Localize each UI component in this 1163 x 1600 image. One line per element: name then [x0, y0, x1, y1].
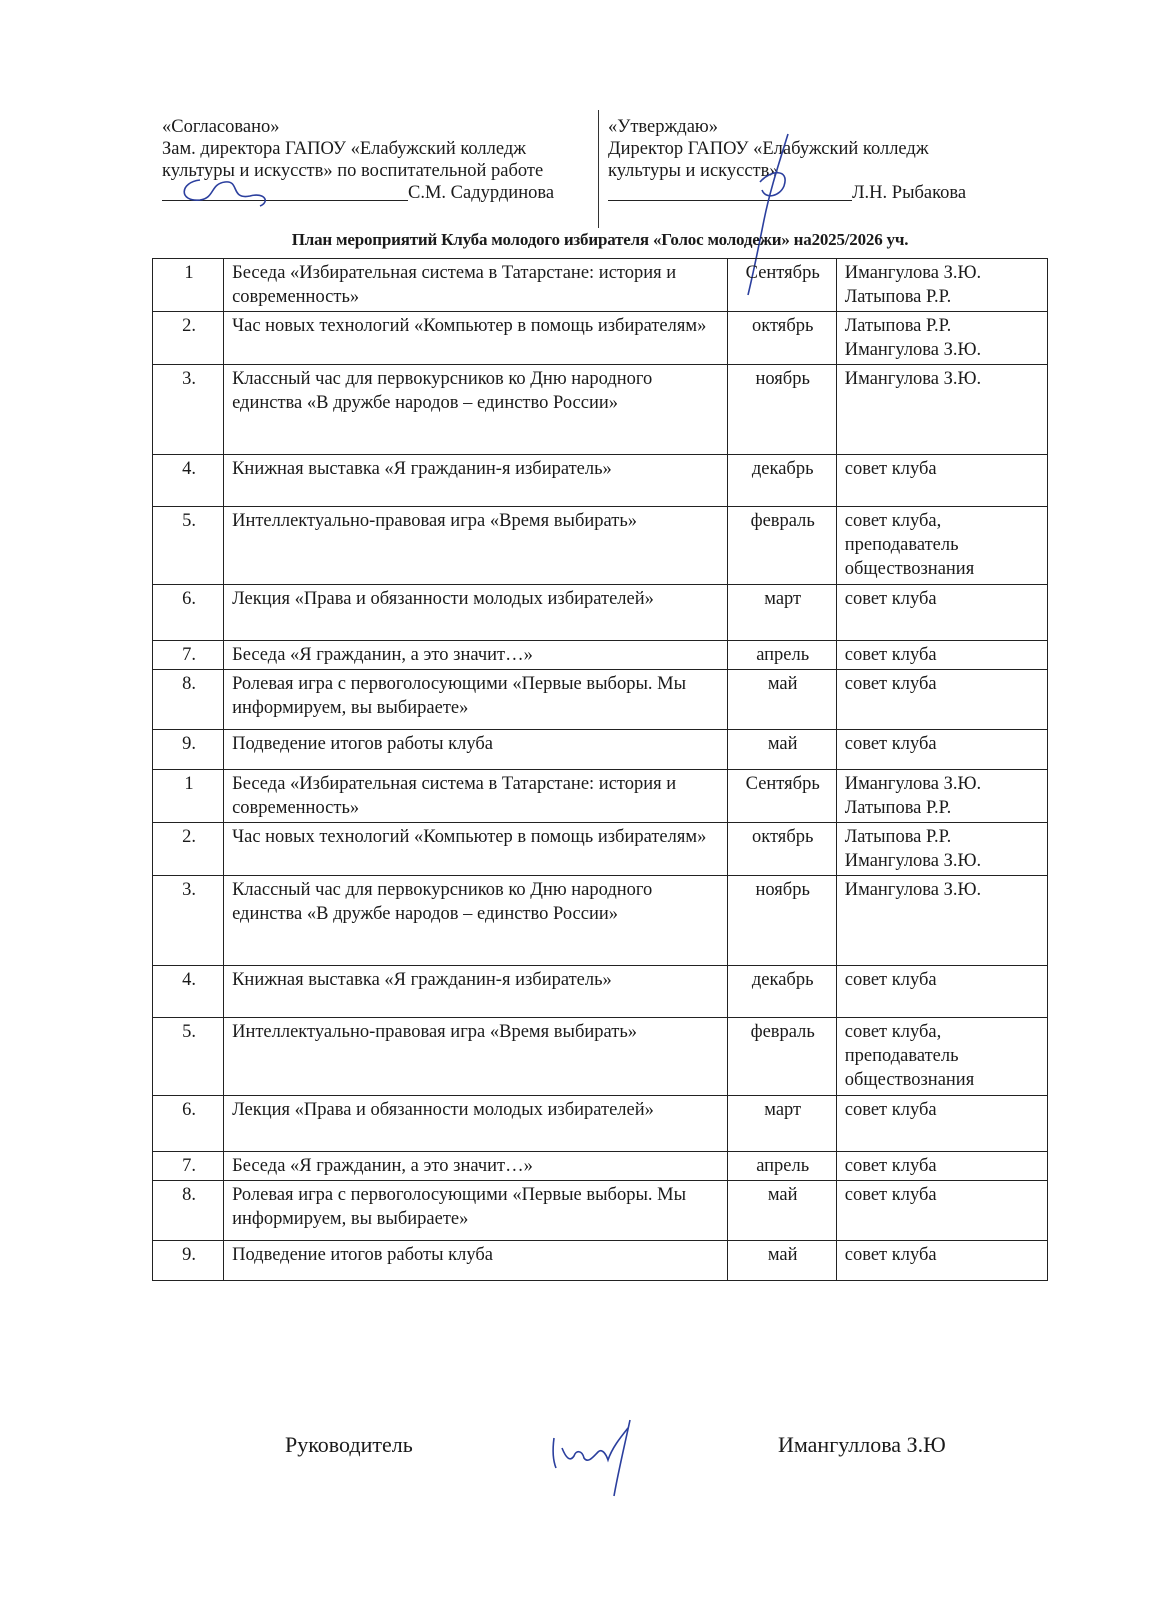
table-row: [153, 585, 1048, 641]
table-row: [153, 730, 1048, 770]
row-number: 8.: [153, 670, 224, 730]
event-month: март: [727, 1096, 836, 1152]
event-responsible: совет клуба: [836, 730, 1047, 770]
table-row: [153, 455, 1048, 507]
event-responsible: совет клуба: [836, 1152, 1047, 1181]
event-name: Беседа «Избирательная система в Татарстане: история и современность»: [224, 770, 728, 823]
event-responsible: совет клуба, преподаватель обществознания: [836, 507, 1047, 585]
row-number: 7.: [153, 641, 224, 670]
event-responsible: совет клуба: [836, 585, 1047, 641]
approval-position-line: Директор ГАПОУ «Елабужский колледж: [608, 139, 929, 159]
row-number: 5.: [153, 1018, 224, 1096]
row-number: 4.: [153, 455, 224, 507]
event-month: апрель: [727, 1152, 836, 1181]
event-month: октябрь: [727, 312, 836, 365]
footer-signatory-name: Имангуллова З.Ю: [778, 1432, 946, 1457]
event-responsible: Имангулова З.Ю.: [836, 365, 1047, 455]
table-row: [153, 312, 1048, 365]
signature-row: [162, 182, 594, 204]
event-name: Беседа «Я гражданин, а это значит…»: [224, 1152, 728, 1181]
event-month: март: [727, 585, 836, 641]
approval-divider: [598, 110, 599, 228]
event-responsible: совет клуба: [836, 1096, 1047, 1152]
event-name: Классный час для первокурсников ко Дню народного единства «В дружбе народов – единство России»: [224, 365, 728, 455]
event-month: ноябрь: [727, 365, 836, 455]
event-name: Ролевая игра с первоголосующими «Первые выборы. Мы информируем, вы выбираете»: [224, 1181, 728, 1241]
event-responsible: совет клуба, преподаватель обществознания: [836, 1018, 1047, 1096]
event-month: Сентябрь: [727, 770, 836, 823]
approval-position-line: Зам. директора ГАПОУ «Елабужский колледж: [162, 139, 527, 159]
event-name: Беседа «Избирательная система в Татарстане: история и современность»: [224, 259, 728, 312]
signature-line: [162, 182, 408, 201]
event-responsible: совет клуба: [836, 1241, 1047, 1281]
event-month: декабрь: [727, 966, 836, 1018]
event-month: май: [727, 1241, 836, 1281]
event-name: Книжная выставка «Я гражданин-я избиратель»: [224, 966, 728, 1018]
event-name: Лекция «Права и обязанности молодых избирателей»: [224, 1096, 728, 1152]
table-row: [153, 641, 1048, 670]
event-name: Час новых технологий «Компьютер в помощь избирателям»: [224, 312, 728, 365]
row-number: 5.: [153, 507, 224, 585]
event-responsible: Имангулова З.Ю. Латыпова Р.Р.: [836, 770, 1047, 823]
event-name: Час новых технологий «Компьютер в помощь избирателям»: [224, 823, 728, 876]
signature-line: [608, 182, 852, 201]
approval-position-line: культуры и искусств» по воспитательной работе: [162, 161, 544, 181]
event-responsible: совет клуба: [836, 670, 1047, 730]
event-responsible: Латыпова Р.Р. Имангулова З.Ю.: [836, 312, 1047, 365]
event-responsible: совет клуба: [836, 641, 1047, 670]
approval-block-agreed: [162, 116, 594, 204]
table-row: [153, 1018, 1048, 1096]
event-month: май: [727, 670, 836, 730]
table-row: [153, 823, 1048, 876]
event-responsible: совет клуба: [836, 455, 1047, 507]
footer-role: Руководитель: [285, 1432, 413, 1457]
events-table-body: [153, 259, 1048, 1281]
event-month: октябрь: [727, 823, 836, 876]
handwritten-signature-icon: [548, 1418, 648, 1498]
event-name: Классный час для первокурсников ко Дню народного единства «В дружбе народов – единство России»: [224, 876, 728, 966]
event-month: февраль: [727, 1018, 836, 1096]
event-name: Лекция «Права и обязанности молодых избирателей»: [224, 585, 728, 641]
event-responsible: Латыпова Р.Р. Имангулова З.Ю.: [836, 823, 1047, 876]
row-number: 2.: [153, 823, 224, 876]
table-row: [153, 1096, 1048, 1152]
row-number: 9.: [153, 1241, 224, 1281]
row-number: 3.: [153, 365, 224, 455]
event-month: май: [727, 730, 836, 770]
event-name: Интеллектуально-правовая игра «Время выбирать»: [224, 1018, 728, 1096]
signature-row: [608, 182, 998, 204]
table-row: [153, 876, 1048, 966]
table-row: [153, 1181, 1048, 1241]
event-name: Беседа «Я гражданин, а это значит…»: [224, 641, 728, 670]
row-number: 4.: [153, 966, 224, 1018]
event-name: Подведение итогов работы клуба: [224, 1241, 728, 1281]
table-row: [153, 670, 1048, 730]
row-number: 6.: [153, 1096, 224, 1152]
event-month: ноябрь: [727, 876, 836, 966]
approval-block-approved: [608, 116, 998, 204]
row-number: 1: [153, 770, 224, 823]
event-month: декабрь: [727, 455, 836, 507]
page-title: План мероприятий Клуба молодого избирателя «Голос молодежи» на2025/2026 уч.: [291, 230, 909, 249]
signatory-name: С.М. Садурдинова: [408, 183, 555, 203]
event-responsible: совет клуба: [836, 966, 1047, 1018]
row-number: 1: [153, 259, 224, 312]
approval-heading: «Утверждаю»: [608, 117, 718, 137]
row-number: 9.: [153, 730, 224, 770]
table-row: [153, 966, 1048, 1018]
event-name: Ролевая игра с первоголосующими «Первые выборы. Мы информируем, вы выбираете»: [224, 670, 728, 730]
table-row: [153, 770, 1048, 823]
table-row: [153, 1241, 1048, 1281]
table-row: [153, 507, 1048, 585]
approval-position-line: культуры и искусств»: [608, 161, 779, 181]
signatory-name: Л.Н. Рыбакова: [852, 183, 967, 203]
event-name: Подведение итогов работы клуба: [224, 730, 728, 770]
event-month: апрель: [727, 641, 836, 670]
row-number: 2.: [153, 312, 224, 365]
event-month: май: [727, 1181, 836, 1241]
event-month: Сентябрь: [727, 259, 836, 312]
event-responsible: совет клуба: [836, 1181, 1047, 1241]
row-number: 3.: [153, 876, 224, 966]
table-row: [153, 365, 1048, 455]
event-name: Интеллектуально-правовая игра «Время выбирать»: [224, 507, 728, 585]
event-month: февраль: [727, 507, 836, 585]
event-name: Книжная выставка «Я гражданин-я избиратель»: [224, 455, 728, 507]
row-number: 8.: [153, 1181, 224, 1241]
table-row: [153, 259, 1048, 312]
events-table: [152, 258, 1048, 1281]
event-responsible: Имангулова З.Ю.: [836, 876, 1047, 966]
table-row: [153, 1152, 1048, 1181]
event-responsible: Имангулова З.Ю. Латыпова Р.Р.: [836, 259, 1047, 312]
approval-heading: «Согласовано»: [162, 117, 280, 137]
row-number: 7.: [153, 1152, 224, 1181]
row-number: 6.: [153, 585, 224, 641]
